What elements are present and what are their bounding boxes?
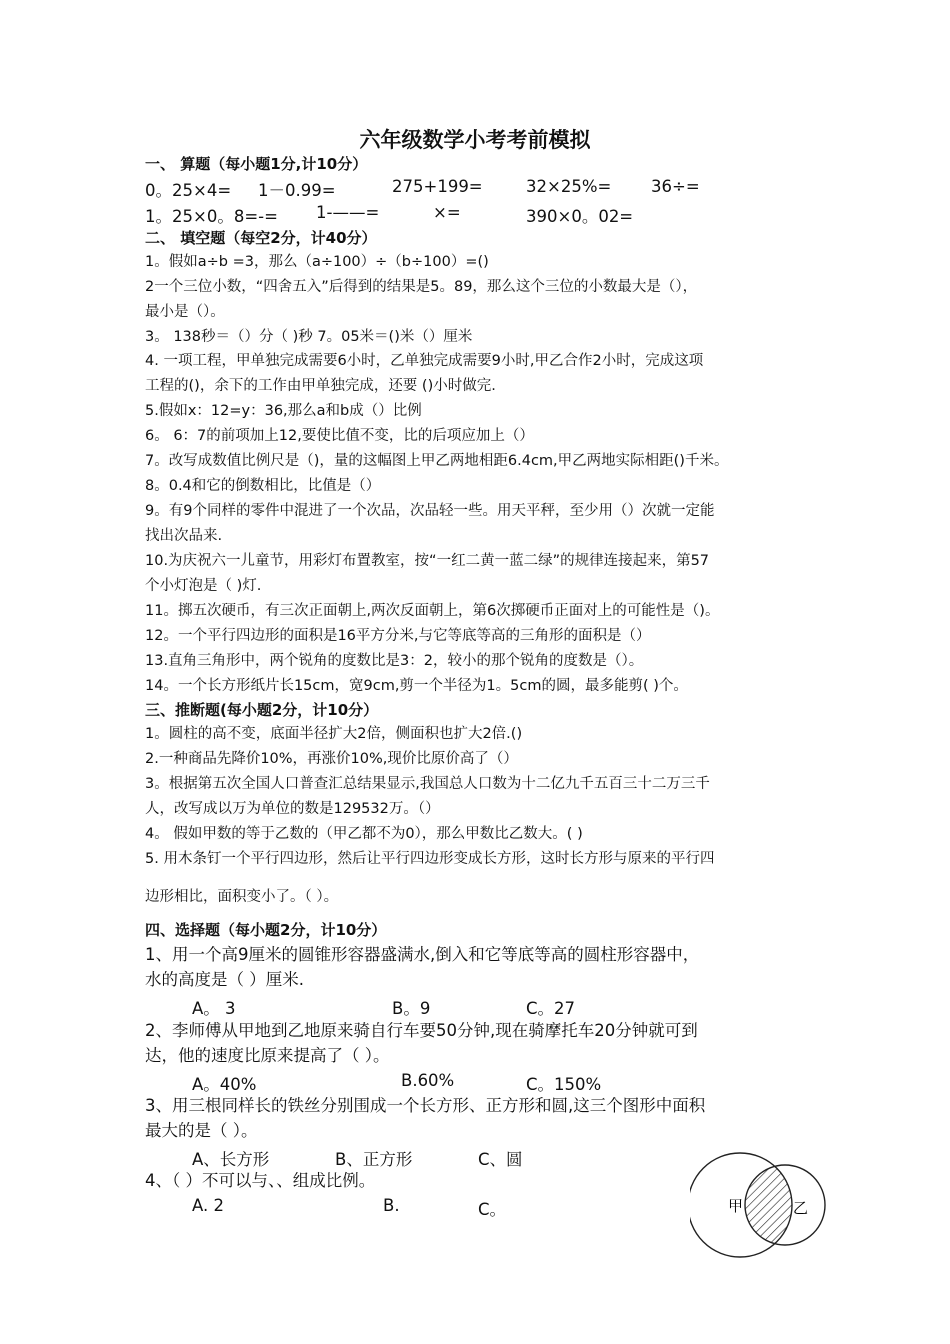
choice-option: C。27 (526, 999, 576, 1018)
question-line: 水的高度是（ ）厘米. (145, 970, 304, 989)
question-line: 13.直角三角形中，两个锐角的度数比是3：2，较小的那个锐角的度数是（）。 (145, 653, 644, 669)
question-line: 12。一个平行四边形的面积是16平方分米,与它等底等高的三角形的面积是（） (145, 628, 651, 644)
question-line: 5.假如x：12=y：36,那么a和b成（）比例 (145, 403, 422, 419)
calc-item: 390×0。02= (526, 207, 634, 226)
choice-option: A. 2 (192, 1196, 224, 1215)
question-line: 人，改写成以万为单位的数是129532万。（） (145, 801, 440, 817)
choice-option: C。 (478, 1200, 507, 1219)
question-line: 1。假如a÷b =3，那么（a÷100）÷（b÷100）=() (145, 254, 489, 270)
question-line: 5. 用木条钉一个平行四边形，然后让平行四边形变成长方形，这时长方形与原来的平行四 (145, 851, 715, 867)
question-line: 7。改写成数值比例尺是（)，量的这幅图上甲乙两地相距6.4cm,甲乙两地实际相距()千米。 (145, 453, 729, 469)
question-line: 2一个三位小数，“四舍五入”后得到的结果是5。89，那么这个三位的小数最大是（）， (145, 279, 698, 295)
question-line: 个小灯泡是（ )灯. (145, 578, 262, 594)
choice-option: B。9 (392, 999, 431, 1018)
question-line: 14。一个长方形纸片长15cm，宽9cm,剪一个半径为1。5cm的圆，最多能剪( )个。 (145, 678, 688, 694)
choice-option: B.60% (401, 1071, 455, 1090)
question-line: 9。有9个同样的零件中混进了一个次品，次品轻一些。用天平秤，至少用（）次就一定能 (145, 503, 715, 519)
question-line: 3。 138秒＝（）分（ )秒 7。05米＝()米（）厘米 (145, 329, 473, 345)
choice-option: B、正方形 (335, 1150, 413, 1169)
section1-heading: 一、 算题（每小题1分,计10分） (145, 155, 368, 173)
calc-item: 1－0.99= (258, 181, 336, 200)
venn-label-right: 乙 (793, 1199, 809, 1217)
venn-diagram (690, 1145, 835, 1265)
calc-item: 36÷= (651, 177, 700, 196)
question-line: 4。 假如甲数的等于乙数的（甲乙都不为0），那么甲数比乙数大。( ) (145, 826, 583, 842)
question-line: 1、用一个高9厘米的圆锥形容器盛满水,倒入和它等底等高的圆柱形容器中， (145, 945, 700, 964)
choice-option: A、长方形 (192, 1150, 270, 1169)
page-title: 六年级数学小考考前模拟 (359, 128, 591, 152)
question-line: 11。掷五次硬币，有三次正面朝上,两次反面朝上，第6次掷硬币正面对上的可能性是（)。 (145, 603, 720, 619)
question-line: 10.为庆祝六一儿童节，用彩灯布置教室，按“一红二黄一蓝二绿”的规律连接起来，第57 (145, 553, 710, 569)
section3-heading: 三、推断题(每小题2分，计10分） (145, 701, 379, 719)
question-line: 最小是（）。 (145, 304, 225, 320)
question-line: 最大的是（ ）。 (145, 1121, 258, 1140)
question-line: 4、（ ）不可以与、、组成比例。 (145, 1171, 376, 1190)
question-line: 2.一种商品先降价10%，再涨价10%,现价比原价高了（） (145, 751, 518, 767)
question-line: 8。0.4和它的倒数相比，比值是（） (145, 478, 381, 494)
calc-item: 32×25%= (526, 177, 612, 196)
choice-option: C、圆 (478, 1150, 523, 1169)
calc-item: 275+199= (392, 177, 483, 196)
calc-item: 1。25×0。8=-= (145, 207, 278, 226)
question-line: 边形相比，面积变小了。（ ）。 (145, 889, 339, 905)
question-line: 达，他的速度比原来提高了（ ）。 (145, 1046, 390, 1065)
calc-item: 1-——= (316, 203, 380, 222)
question-line: 找出次品来. (145, 528, 223, 544)
choice-option: A。40% (192, 1075, 257, 1094)
calc-item: ×= (433, 203, 461, 222)
question-line: 3。根据第五次全国人口普查汇总结果显示,我国总人口数为十二亿九千五百三十二万三千 (145, 776, 710, 792)
venn-label-left: 甲 (728, 1197, 744, 1215)
question-line: 3、用三根同样长的铁丝分别围成一个长方形、正方形和圆,这三个图形中面积 (145, 1096, 706, 1115)
choice-option: B. (383, 1196, 400, 1215)
section2-heading: 二、 填空题（每空2分，计40分） (145, 229, 377, 247)
question-line: 6。 6：7的前项加上12,要使比值不变，比的后项应加上（） (145, 428, 534, 444)
choice-option: C。150% (526, 1075, 602, 1094)
section4-heading: 四、选择题（每小题2分，计10分） (145, 921, 387, 939)
question-line: 工程的()，余下的工作由甲单独完成，还要 ()小时做完. (145, 378, 496, 394)
calc-item: 0。25×4= (145, 181, 232, 200)
question-line: 2、李师傅从甲地到乙地原来骑自行车要50分钟,现在骑摩托车20分钟就可到 (145, 1021, 698, 1040)
question-line: 4. 一项工程，甲单独完成需要6小时，乙单独完成需要9小时,甲乙合作2小时，完成这项 (145, 353, 704, 369)
question-line: 1。圆柱的高不变，底面半径扩大2倍，侧面积也扩大2倍.() (145, 726, 523, 742)
choice-option: A。 3 (192, 999, 236, 1018)
